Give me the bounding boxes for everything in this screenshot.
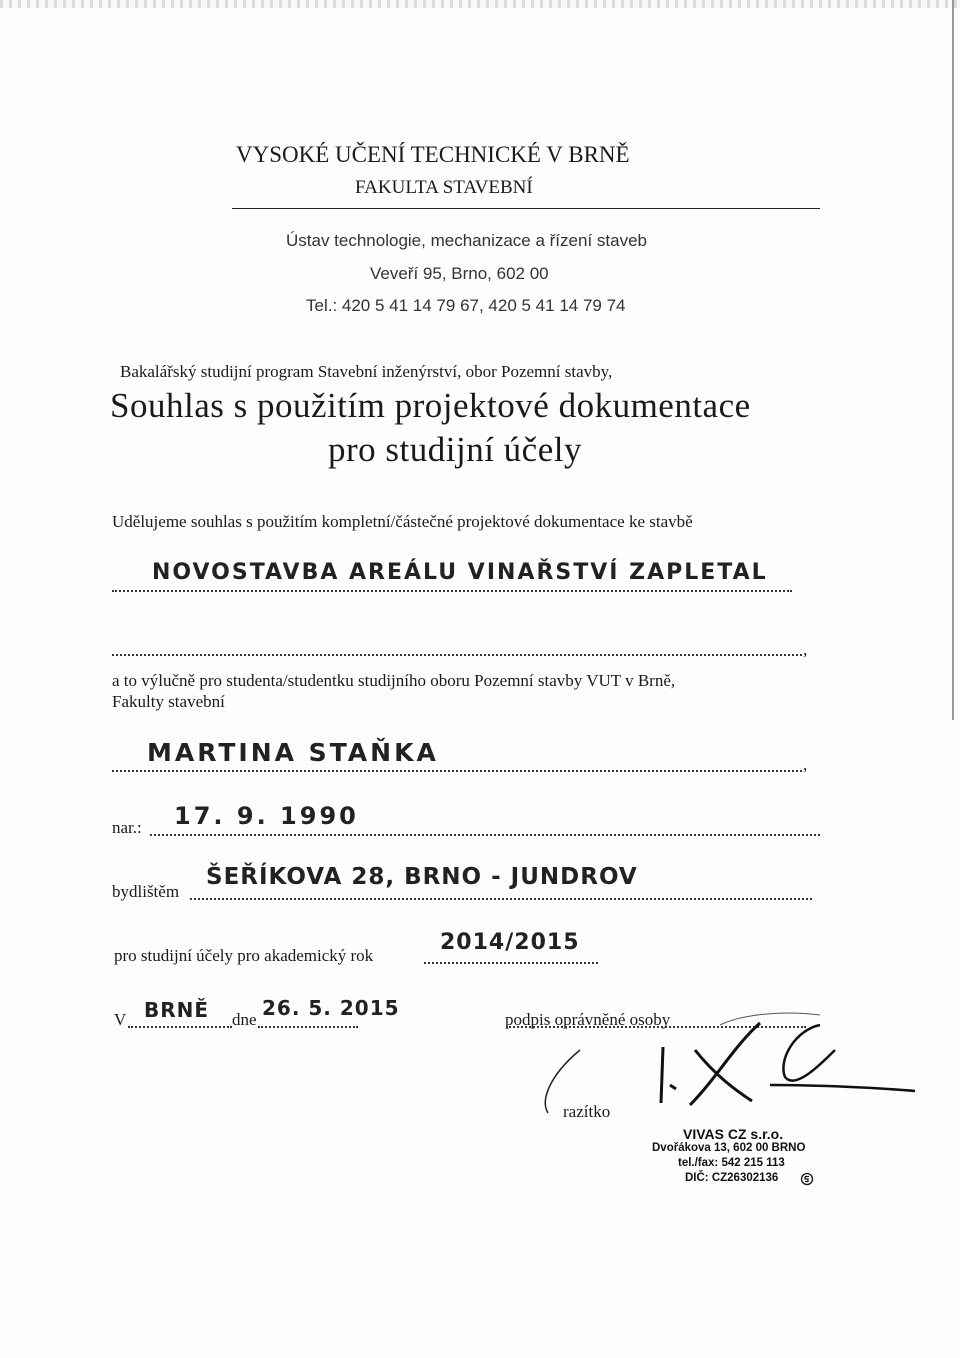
university-name: VYSOKÉ UČENÍ TECHNICKÉ V BRNĚ xyxy=(236,142,630,167)
academic-year-dotline xyxy=(424,962,598,964)
consent-text: Udělujeme souhlas s použitím kompletní/částečné projektové dokumentace ke stavbě xyxy=(112,512,693,531)
scan-artifact-right xyxy=(952,0,954,720)
birth-date: 17. 9. 1990 xyxy=(174,802,359,830)
building-name: NOVOSTAVBA AREÁLU VINAŘSTVÍ ZAPLETAL xyxy=(152,560,768,585)
stamp-company: VIVAS CZ s.r.o. xyxy=(683,1126,784,1142)
header-rule xyxy=(232,208,820,209)
stamp-label: razítko xyxy=(563,1102,611,1121)
birth-date-dotline xyxy=(150,834,820,836)
academic-year-label: pro studijní účely pro akademický rok xyxy=(114,946,374,965)
document-title-line1: Souhlas s použitím projektové dokumentace xyxy=(110,386,751,425)
institute-name: Ústav technologie, mechanizace a řízení staveb xyxy=(286,231,647,250)
student-name-comma: , xyxy=(803,755,808,774)
faculty-name: FAKULTA STAVEBNÍ xyxy=(355,177,533,198)
student-name-dotline xyxy=(112,770,802,772)
institute-phone: Tel.: 420 5 41 14 79 67, 420 5 41 14 79 74 xyxy=(306,296,626,315)
date-value: 26. 5. 2015 xyxy=(262,996,400,1020)
stamp-vat: DIČ: CZ26302136 xyxy=(685,1172,779,1184)
stamp-phone: tel./fax: 542 215 113 xyxy=(678,1157,785,1169)
building-name-dotline-2 xyxy=(112,654,802,656)
date-dotline xyxy=(258,1026,358,1028)
residence-value: ŠEŘÍKOVA 28, BRNO - JUNDROV xyxy=(206,864,638,890)
line-end-comma: , xyxy=(803,640,808,659)
stamp-address: Dvořákova 13, 602 00 BRNO xyxy=(652,1142,806,1154)
study-program: Bakalářský studijní program Stavební inženýrství, obor Pozemní stavby, xyxy=(120,362,613,381)
building-name-dotline xyxy=(112,590,792,592)
date-label: dne xyxy=(232,1010,257,1029)
document-title-line2: pro studijní účely xyxy=(328,430,582,469)
birth-date-label: nar.: xyxy=(112,818,142,837)
scan-artifact-top xyxy=(0,0,960,8)
faculty-text: Fakulty stavební xyxy=(112,692,225,711)
signature-label: podpis oprávněné osoby xyxy=(505,1010,671,1029)
exclusive-text: a to výlučně pro studenta/studentku studijního oboru Pozemní stavby VUT v Brně, xyxy=(112,671,676,690)
residence-dotline xyxy=(190,898,812,900)
student-name: MARTINA STAŇKA xyxy=(147,738,439,767)
place-value: BRNĚ xyxy=(144,998,210,1022)
academic-year-value: 2014/2015 xyxy=(440,930,580,955)
institute-address: Veveří 95, Brno, 602 00 xyxy=(370,264,549,283)
residence-label: bydlištěm xyxy=(112,882,180,901)
signature-image xyxy=(520,1005,920,1115)
stamp-mark-icon xyxy=(800,1172,814,1186)
place-label: V xyxy=(114,1010,127,1029)
place-dotline xyxy=(128,1026,232,1028)
